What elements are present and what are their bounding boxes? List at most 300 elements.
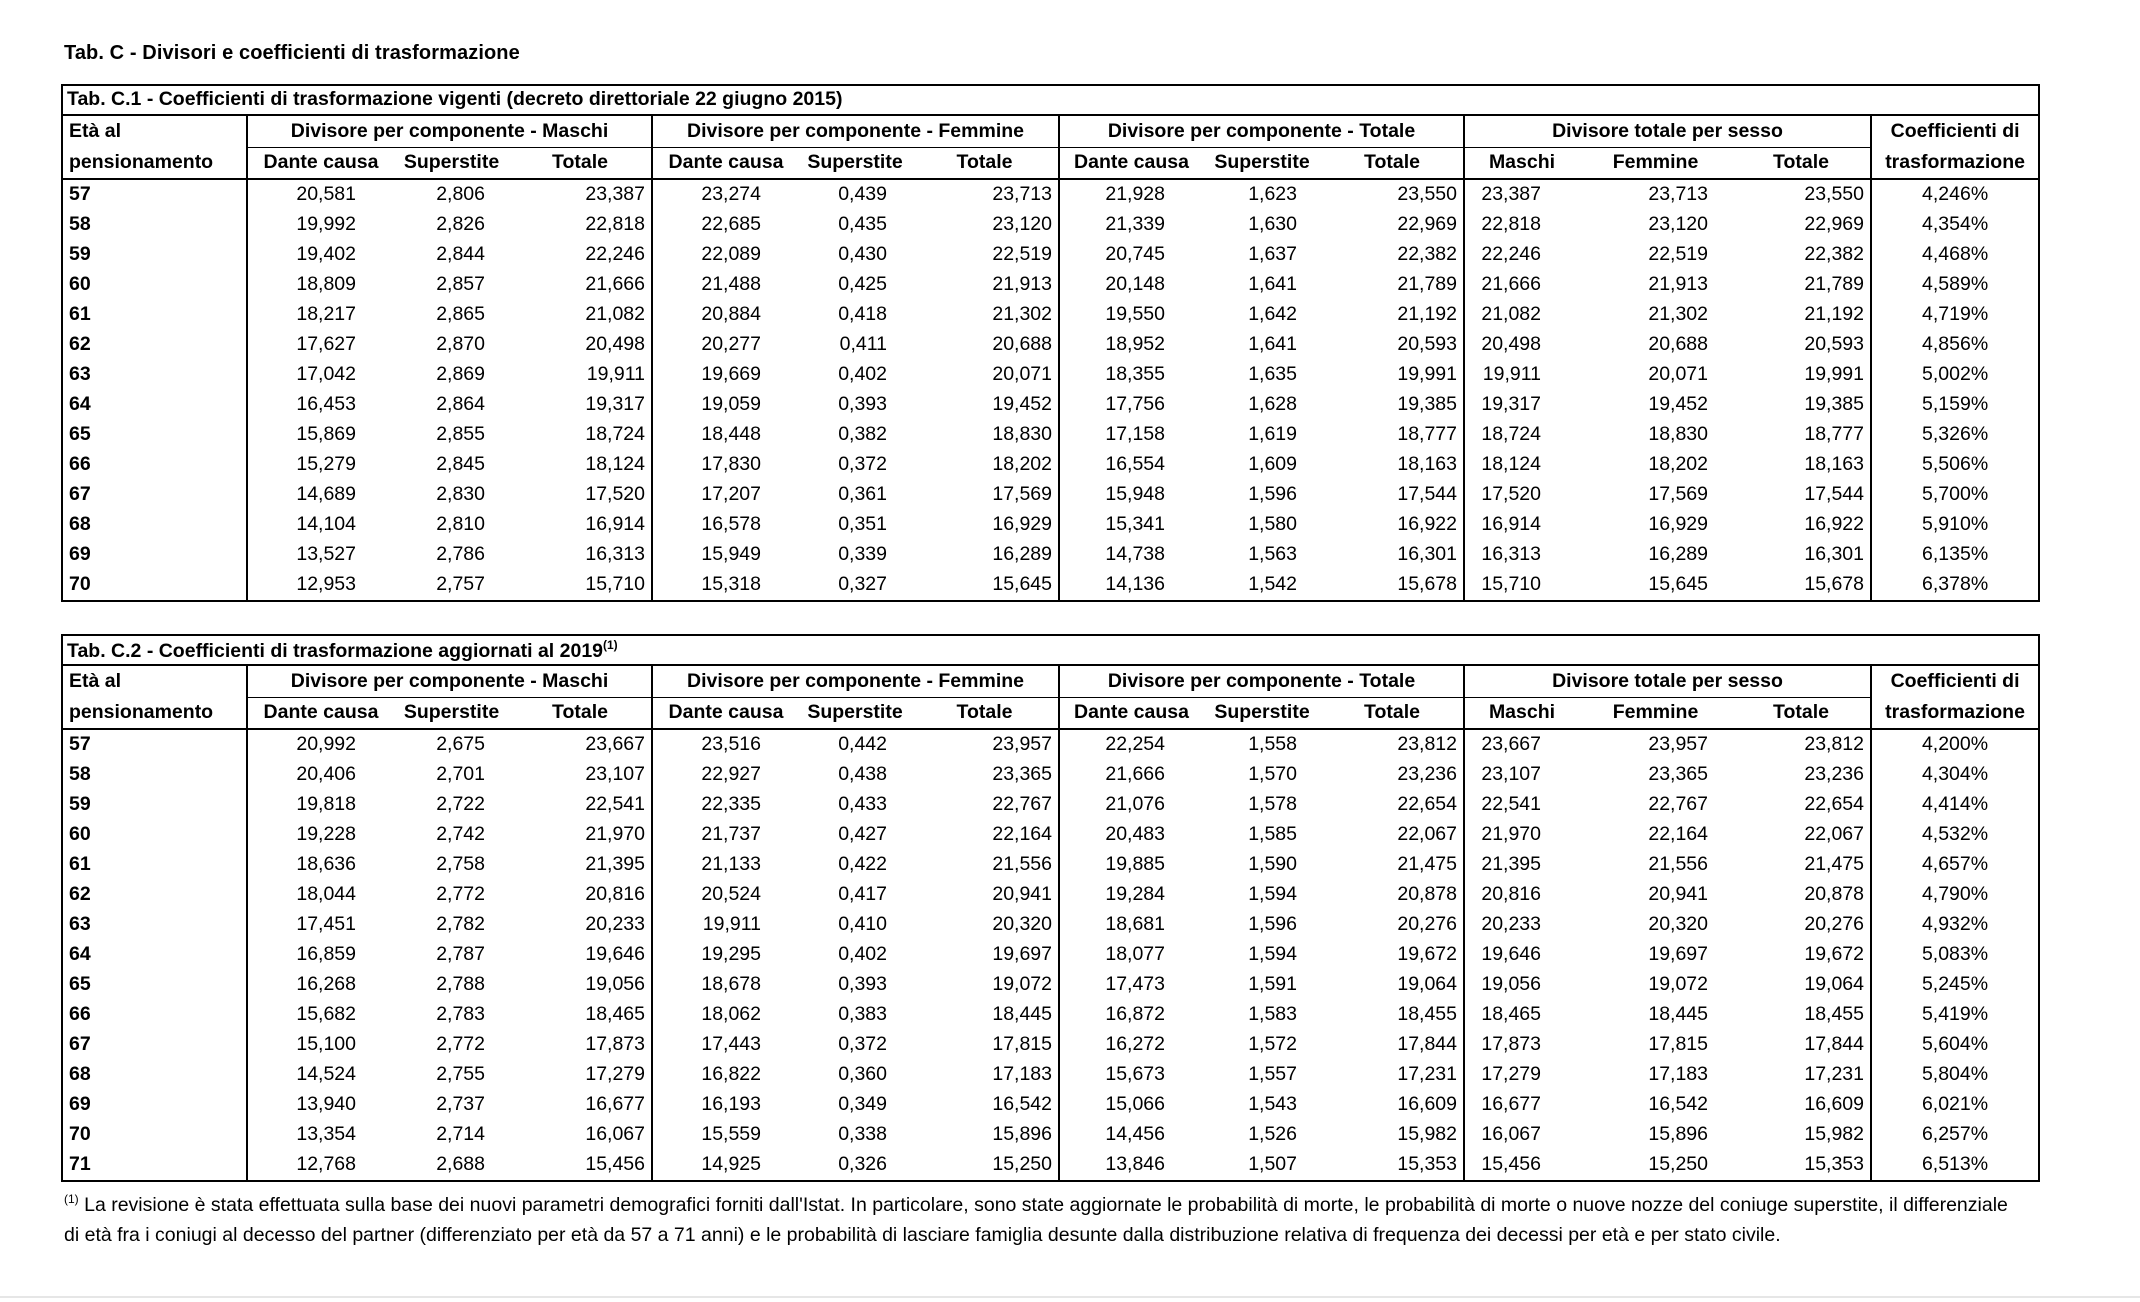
cell-coefficiente: 5,159% xyxy=(1922,393,1989,416)
cell-value: 17,520 xyxy=(509,480,652,510)
cell-value: 0,383 xyxy=(838,1003,887,1026)
cell-value: 21,082 xyxy=(509,300,652,330)
header-dante-causa: Dante causa xyxy=(247,148,394,180)
cell-value: 2,675 xyxy=(436,733,485,756)
table-row xyxy=(62,360,2039,390)
cell-value: 20,581 xyxy=(296,183,356,206)
cell-value: 21,488 xyxy=(701,273,761,296)
cell-value: 12,953 xyxy=(296,573,356,596)
cell-value: 18,777 xyxy=(1732,420,1871,450)
cell-value: 23,107 xyxy=(509,760,652,790)
cell-value: 21,970 xyxy=(509,820,652,850)
header-coef-line2: trasformazione xyxy=(1871,698,2039,730)
cell-value: 13,846 xyxy=(1105,1153,1165,1176)
cell-value: 2,869 xyxy=(436,363,485,386)
cell-value: 0,418 xyxy=(838,303,887,326)
cell-coefficiente: 6,257% xyxy=(1921,1123,1989,1146)
cell-value: 0,422 xyxy=(838,853,887,876)
cell-value: 15,250 xyxy=(911,1150,1059,1181)
cell-value: 2,857 xyxy=(436,273,485,296)
cell-value: 15,353 xyxy=(1732,1150,1871,1181)
cell-value: 22,254 xyxy=(1105,733,1165,756)
cell-value: 15,066 xyxy=(1105,1093,1165,1116)
cell-value: 1,641 xyxy=(1248,273,1297,296)
cell-coefficiente: 5,700% xyxy=(1922,483,1989,506)
cell-value: 16,914 xyxy=(1481,513,1541,536)
cell-value: 14,136 xyxy=(1105,573,1165,596)
cell-value: 0,427 xyxy=(838,823,887,846)
cell-value: 13,527 xyxy=(296,543,356,566)
cell-value: 19,064 xyxy=(1732,970,1871,1000)
cell-value: 17,183 xyxy=(911,1060,1059,1090)
cell-value: 16,859 xyxy=(296,943,356,966)
cell-value: 20,992 xyxy=(296,733,356,756)
header-coef-line1: Coefficienti di xyxy=(1890,670,2020,692)
cell-value: 22,654 xyxy=(1321,790,1464,820)
cell-eta: 65 xyxy=(62,420,247,450)
page-bottom-divider xyxy=(0,1296,2140,1298)
cell-value: 21,475 xyxy=(1321,850,1464,880)
header-eta-line2: pensionamento xyxy=(62,148,247,180)
cell-coefficiente: 5,419% xyxy=(1921,1003,1989,1026)
cell-value: 2,844 xyxy=(436,243,485,266)
cell-value: 22,089 xyxy=(701,243,761,266)
cell-value: 19,228 xyxy=(296,823,356,846)
cell-value: 18,217 xyxy=(296,303,356,326)
cell-coefficiente: 4,932% xyxy=(1921,913,1989,936)
cell-eta: 68 xyxy=(62,1060,247,1090)
cell-value: 16,677 xyxy=(509,1090,652,1120)
cell-value: 19,452 xyxy=(1648,393,1708,416)
cell-eta: 62 xyxy=(62,880,247,910)
cell-value: 15,100 xyxy=(296,1033,356,1056)
header-dante-causa: Dante causa xyxy=(652,148,799,180)
header-superstite: Superstite xyxy=(394,148,509,180)
cell-value: 22,519 xyxy=(1648,243,1708,266)
cell-value: 23,120 xyxy=(911,210,1059,240)
cell-value: 18,445 xyxy=(911,1000,1059,1030)
cell-value: 22,382 xyxy=(1321,240,1464,270)
cell-value: 15,645 xyxy=(911,570,1059,601)
cell-value: 20,593 xyxy=(1321,330,1464,360)
cell-value: 22,767 xyxy=(1648,793,1708,816)
header-group-totale: Divisore per componente - Totale xyxy=(1059,665,1464,698)
cell-eta: 57 xyxy=(62,179,247,210)
header-group-femmine: Divisore per componente - Femmine xyxy=(652,115,1059,148)
cell-value: 0,360 xyxy=(838,1063,887,1086)
cell-value: 18,455 xyxy=(1732,1000,1871,1030)
cell-value: 17,183 xyxy=(1648,1063,1708,1086)
cell-value: 17,042 xyxy=(296,363,356,386)
table-c1 xyxy=(61,84,2040,602)
cell-value: 15,710 xyxy=(1481,573,1541,596)
cell-coefficiente: 6,135% xyxy=(1922,543,1989,566)
cell-value: 0,338 xyxy=(838,1123,887,1146)
cell-value: 19,295 xyxy=(701,943,761,966)
cell-value: 16,822 xyxy=(701,1063,761,1086)
cell-value: 17,520 xyxy=(1481,483,1541,506)
cell-value: 23,387 xyxy=(509,179,652,210)
cell-value: 1,596 xyxy=(1248,913,1297,936)
table-row xyxy=(62,390,2039,420)
cell-value: 20,320 xyxy=(1648,913,1708,936)
cell-value: 20,233 xyxy=(509,910,652,940)
header-dante-causa: Dante causa xyxy=(1059,698,1203,730)
header-superstite: Superstite xyxy=(799,698,911,730)
cell-value: 2,788 xyxy=(436,973,485,996)
cell-eta: 61 xyxy=(62,850,247,880)
cell-value: 1,635 xyxy=(1248,363,1297,386)
cell-eta: 64 xyxy=(62,940,247,970)
cell-value: 22,541 xyxy=(1481,793,1541,816)
cell-value: 20,524 xyxy=(701,883,761,906)
cell-value: 23,957 xyxy=(911,729,1059,760)
cell-coefficiente: 4,354% xyxy=(1922,213,1989,236)
header-group-sesso: Divisore totale per sesso xyxy=(1464,115,1871,148)
header-superstite: Superstite xyxy=(1203,698,1321,730)
cell-value: 17,158 xyxy=(1105,423,1165,446)
cell-value: 22,927 xyxy=(701,763,761,786)
cell-value: 2,772 xyxy=(436,1033,485,1056)
table-row xyxy=(62,510,2039,540)
cell-value: 15,678 xyxy=(1321,570,1464,601)
cell-value: 22,541 xyxy=(509,790,652,820)
cell-value: 15,645 xyxy=(1648,573,1708,596)
cell-value: 21,928 xyxy=(1105,183,1165,206)
cell-eta: 69 xyxy=(62,1090,247,1120)
cell-value: 20,816 xyxy=(509,880,652,910)
cell-value: 23,274 xyxy=(701,183,761,206)
cell-value: 0,439 xyxy=(838,183,887,206)
cell-value: 15,673 xyxy=(1105,1063,1165,1086)
cell-value: 0,372 xyxy=(838,453,887,476)
cell-value: 18,724 xyxy=(1481,423,1541,446)
table-row xyxy=(62,570,2039,601)
cell-value: 0,442 xyxy=(838,733,887,756)
cell-value: 19,697 xyxy=(1648,943,1708,966)
cell-value: 20,071 xyxy=(1648,363,1708,386)
header-totale: Totale xyxy=(1732,698,1871,730)
cell-coefficiente: 4,719% xyxy=(1922,303,1989,326)
cell-value: 16,914 xyxy=(509,510,652,540)
cell-value: 19,991 xyxy=(1732,360,1871,390)
cell-value: 18,678 xyxy=(701,973,761,996)
cell-value: 20,320 xyxy=(911,910,1059,940)
cell-coefficiente: 4,657% xyxy=(1921,853,1989,876)
cell-value: 17,279 xyxy=(509,1060,652,1090)
footnote xyxy=(64,1184,2024,1250)
cell-eta: 70 xyxy=(62,1120,247,1150)
cell-value: 18,062 xyxy=(701,1003,761,1026)
cell-value: 19,059 xyxy=(701,393,761,416)
cell-value: 1,563 xyxy=(1248,543,1297,566)
cell-value: 19,991 xyxy=(1321,360,1464,390)
cell-value: 20,688 xyxy=(911,330,1059,360)
cell-value: 22,969 xyxy=(1321,210,1464,240)
table-row xyxy=(62,940,2039,970)
header-coef-line1: Coefficienti di xyxy=(1890,120,2020,142)
cell-value: 21,913 xyxy=(1648,273,1708,296)
cell-value: 19,646 xyxy=(509,940,652,970)
cell-value: 16,313 xyxy=(509,540,652,570)
cell-value: 23,713 xyxy=(1648,183,1708,206)
cell-eta: 71 xyxy=(62,1150,247,1181)
cell-value: 16,542 xyxy=(911,1090,1059,1120)
cell-value: 16,922 xyxy=(1732,510,1871,540)
cell-value: 16,872 xyxy=(1105,1003,1165,1026)
cell-value: 15,318 xyxy=(701,573,761,596)
cell-value: 1,591 xyxy=(1248,973,1297,996)
cell-eta: 70 xyxy=(62,570,247,601)
header-maschi: Maschi xyxy=(1464,698,1579,730)
cell-eta: 64 xyxy=(62,390,247,420)
cell-value: 22,519 xyxy=(911,240,1059,270)
cell-value: 20,593 xyxy=(1732,330,1871,360)
cell-value: 23,365 xyxy=(1648,763,1708,786)
cell-value: 18,077 xyxy=(1105,943,1165,966)
header-dante-causa: Dante causa xyxy=(247,698,394,730)
cell-value: 15,896 xyxy=(911,1120,1059,1150)
cell-value: 20,498 xyxy=(509,330,652,360)
cell-value: 2,782 xyxy=(436,913,485,936)
cell-value: 20,941 xyxy=(1648,883,1708,906)
header-dante-causa: Dante causa xyxy=(652,698,799,730)
cell-value: 18,163 xyxy=(1732,450,1871,480)
cell-value: 1,609 xyxy=(1248,453,1297,476)
header-eta-line2: pensionamento xyxy=(62,698,247,730)
cell-value: 0,327 xyxy=(838,573,887,596)
cell-value: 1,641 xyxy=(1248,333,1297,356)
cell-value: 21,913 xyxy=(911,270,1059,300)
cell-value: 1,619 xyxy=(1248,423,1297,446)
cell-value: 18,809 xyxy=(296,273,356,296)
cell-value: 1,578 xyxy=(1248,793,1297,816)
cell-value: 1,585 xyxy=(1248,823,1297,846)
cell-value: 15,456 xyxy=(1481,1153,1541,1176)
cell-value: 22,818 xyxy=(509,210,652,240)
cell-value: 0,402 xyxy=(838,363,887,386)
cell-value: 12,768 xyxy=(296,1153,356,1176)
cell-value: 0,430 xyxy=(838,243,887,266)
cell-eta: 67 xyxy=(62,480,247,510)
cell-eta: 66 xyxy=(62,450,247,480)
cell-value: 21,302 xyxy=(1648,303,1708,326)
cell-value: 22,067 xyxy=(1732,820,1871,850)
header-superstite: Superstite xyxy=(394,698,509,730)
cell-value: 15,948 xyxy=(1105,483,1165,506)
cell-value: 20,071 xyxy=(911,360,1059,390)
cell-coefficiente: 4,589% xyxy=(1922,273,1989,296)
cell-value: 0,372 xyxy=(838,1033,887,1056)
table-row xyxy=(62,790,2039,820)
cell-value: 16,289 xyxy=(911,540,1059,570)
cell-value: 19,669 xyxy=(701,363,761,386)
cell-value: 18,465 xyxy=(509,1000,652,1030)
cell-value: 16,609 xyxy=(1321,1090,1464,1120)
cell-eta: 60 xyxy=(62,270,247,300)
cell-coefficiente: 5,002% xyxy=(1922,363,1989,386)
cell-value: 23,713 xyxy=(911,179,1059,210)
cell-value: 16,542 xyxy=(1648,1093,1708,1116)
cell-value: 17,815 xyxy=(911,1030,1059,1060)
cell-value: 2,787 xyxy=(436,943,485,966)
table-row xyxy=(62,179,2039,210)
cell-value: 19,818 xyxy=(296,793,356,816)
cell-value: 16,578 xyxy=(701,513,761,536)
table-row xyxy=(62,1150,2039,1181)
cell-value: 15,353 xyxy=(1321,1150,1464,1181)
cell-value: 17,627 xyxy=(296,333,356,356)
cell-value: 17,873 xyxy=(1481,1033,1541,1056)
cell-value: 19,911 xyxy=(702,913,761,936)
cell-value: 1,637 xyxy=(1248,243,1297,266)
cell-value: 18,355 xyxy=(1105,363,1165,386)
header-group-maschi: Divisore per componente - Maschi xyxy=(247,115,652,148)
cell-value: 20,406 xyxy=(296,763,356,786)
cell-eta: 60 xyxy=(62,820,247,850)
cell-value: 1,580 xyxy=(1248,513,1297,536)
cell-value: 18,724 xyxy=(509,420,652,450)
cell-value: 0,326 xyxy=(838,1153,887,1176)
table-row xyxy=(62,910,2039,940)
cell-value: 16,677 xyxy=(1481,1093,1541,1116)
cell-value: 19,072 xyxy=(1648,973,1708,996)
cell-value: 21,666 xyxy=(509,270,652,300)
cell-value: 17,279 xyxy=(1481,1063,1541,1086)
table-row xyxy=(62,820,2039,850)
cell-value: 20,277 xyxy=(701,333,761,356)
cell-value: 1,596 xyxy=(1248,483,1297,506)
cell-value: 17,231 xyxy=(1732,1060,1871,1090)
cell-value: 23,236 xyxy=(1321,760,1464,790)
cell-value: 21,666 xyxy=(1481,273,1541,296)
cell-value: 0,361 xyxy=(838,483,887,506)
cell-value: 22,164 xyxy=(911,820,1059,850)
cell-value: 14,738 xyxy=(1105,543,1165,566)
cell-value: 21,192 xyxy=(1321,300,1464,330)
cell-value: 1,558 xyxy=(1248,733,1297,756)
cell-value: 23,516 xyxy=(701,733,761,756)
header-totale: Totale xyxy=(509,148,652,180)
cell-value: 1,526 xyxy=(1248,1123,1297,1146)
cell-value: 18,777 xyxy=(1321,420,1464,450)
cell-value: 19,992 xyxy=(296,213,356,236)
cell-value: 19,646 xyxy=(1481,943,1541,966)
cell-coefficiente: 4,200% xyxy=(1921,733,1989,756)
cell-value: 0,411 xyxy=(839,333,887,356)
cell-value: 0,393 xyxy=(838,973,887,996)
cell-value: 18,681 xyxy=(1105,913,1165,936)
cell-value: 22,246 xyxy=(1481,243,1541,266)
cell-value: 0,417 xyxy=(838,883,887,906)
header-superstite: Superstite xyxy=(799,148,911,180)
cell-value: 21,082 xyxy=(1481,303,1541,326)
cell-value: 20,745 xyxy=(1105,243,1165,266)
cell-value: 14,925 xyxy=(701,1153,761,1176)
cell-value: 19,385 xyxy=(1321,390,1464,420)
header-superstite: Superstite xyxy=(1203,148,1321,180)
cell-value: 23,550 xyxy=(1732,179,1871,210)
cell-value: 2,845 xyxy=(436,453,485,476)
cell-eta: 63 xyxy=(62,360,247,390)
cell-value: 2,855 xyxy=(436,423,485,446)
table-row xyxy=(62,760,2039,790)
cell-value: 14,689 xyxy=(296,483,356,506)
cell-value: 17,844 xyxy=(1732,1030,1871,1060)
cell-value: 21,302 xyxy=(911,300,1059,330)
cell-value: 22,335 xyxy=(701,793,761,816)
cell-value: 21,556 xyxy=(1648,853,1708,876)
cell-eta: 68 xyxy=(62,510,247,540)
table-c2 xyxy=(61,634,2040,1182)
header-totale: Totale xyxy=(1732,148,1871,180)
cell-coefficiente: 4,246% xyxy=(1922,183,1989,206)
cell-eta: 57 xyxy=(62,729,247,760)
cell-value: 0,351 xyxy=(838,513,887,536)
cell-value: 20,233 xyxy=(1481,913,1541,936)
header-group-totale: Divisore per componente - Totale xyxy=(1059,115,1464,148)
table-row xyxy=(62,1120,2039,1150)
cell-value: 2,757 xyxy=(436,573,485,596)
cell-value: 17,443 xyxy=(701,1033,761,1056)
cell-value: 2,688 xyxy=(436,1153,485,1176)
cell-value: 15,982 xyxy=(1321,1120,1464,1150)
cell-value: 21,789 xyxy=(1732,270,1871,300)
cell-value: 19,056 xyxy=(1481,973,1541,996)
header-femmine: Femmine xyxy=(1579,148,1732,180)
cell-value: 23,365 xyxy=(911,760,1059,790)
cell-value: 16,301 xyxy=(1732,540,1871,570)
cell-coefficiente: 4,790% xyxy=(1921,883,1989,906)
table-row xyxy=(62,270,2039,300)
cell-value: 16,268 xyxy=(296,973,356,996)
header-coef-line2: trasformazione xyxy=(1871,148,2039,180)
cell-value: 15,982 xyxy=(1732,1120,1871,1150)
cell-value: 17,451 xyxy=(296,913,356,936)
cell-value: 20,884 xyxy=(701,303,761,326)
cell-value: 17,569 xyxy=(1648,483,1708,506)
cell-value: 2,758 xyxy=(436,853,485,876)
cell-value: 15,710 xyxy=(509,570,652,601)
cell-value: 16,609 xyxy=(1732,1090,1871,1120)
cell-coefficiente: 6,021% xyxy=(1921,1093,1989,1116)
cell-value: 2,806 xyxy=(436,183,485,206)
cell-value: 23,667 xyxy=(509,729,652,760)
cell-value: 0,382 xyxy=(838,423,887,446)
header-totale: Totale xyxy=(911,148,1059,180)
table-row xyxy=(62,240,2039,270)
cell-value: 23,812 xyxy=(1732,729,1871,760)
cell-value: 15,896 xyxy=(1648,1123,1708,1146)
cell-value: 15,678 xyxy=(1732,570,1871,601)
cell-value: 19,911 xyxy=(1482,363,1541,386)
cell-value: 21,395 xyxy=(1481,853,1541,876)
cell-value: 18,636 xyxy=(296,853,356,876)
cell-value: 21,737 xyxy=(701,823,761,846)
table-row xyxy=(62,330,2039,360)
cell-value: 21,076 xyxy=(1105,793,1165,816)
cell-value: 16,929 xyxy=(911,510,1059,540)
header-dante-causa: Dante causa xyxy=(1059,148,1203,180)
cell-value: 17,844 xyxy=(1321,1030,1464,1060)
cell-value: 2,786 xyxy=(436,543,485,566)
cell-value: 1,572 xyxy=(1248,1033,1297,1056)
cell-value: 17,873 xyxy=(509,1030,652,1060)
cell-value: 0,349 xyxy=(838,1093,887,1116)
cell-value: 0,435 xyxy=(838,213,887,236)
cell-coefficiente: 4,468% xyxy=(1922,243,1989,266)
cell-value: 21,475 xyxy=(1732,850,1871,880)
